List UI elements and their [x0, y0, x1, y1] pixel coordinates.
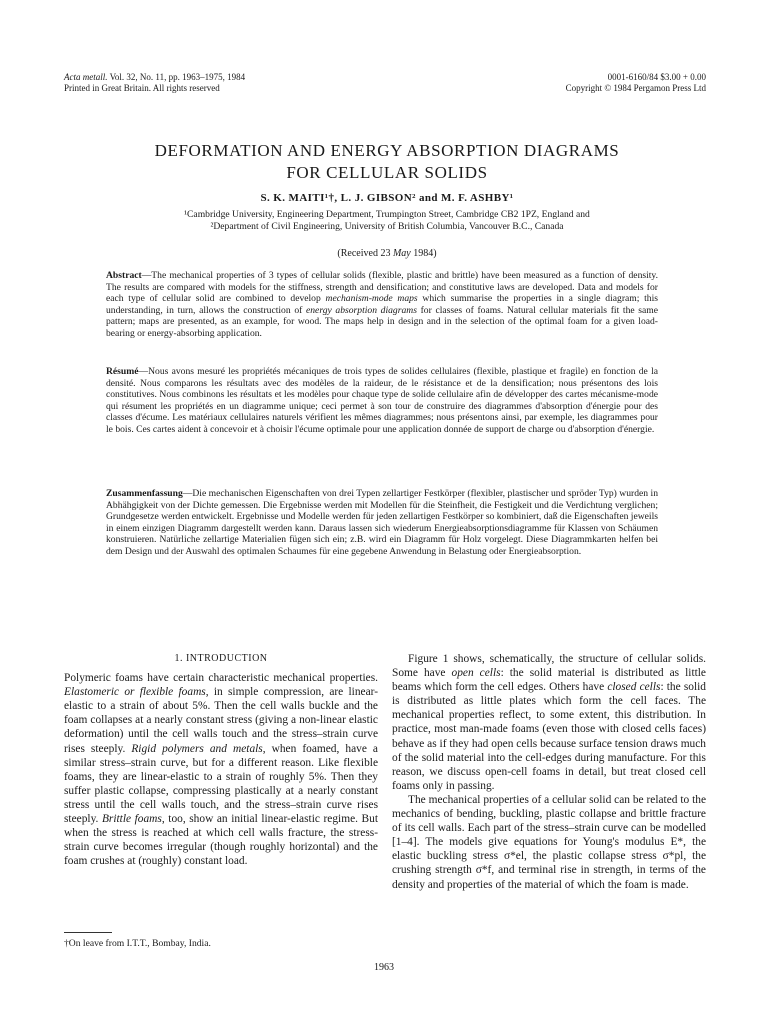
volume-info: Vol. 32, No. 11, pp. 1963–1975, 1984 [109, 72, 246, 82]
column-left [64, 652, 378, 868]
paragraph: Figure 1 shows, schematically, the structure of cellular solids. Some have open cells: the solid material is distributed as little beams which form the cell edges. Others have closed cells: the solid is distributed as little plates which form the cell faces. The mechanical properties reflect, to some extent, this distribution. In practice, most man-made foams (even those with closed cells faces) behave as if they had open cells because surface tension draws much of the solid material into the cell-edges during manufacture. For this reason, we discuss open-cell foams in detail, but treat closed cell foams only in passing. [392, 653, 706, 792]
zusammenfassung-label: Zusammenfassung [106, 488, 183, 499]
title-line-1: DEFORMATION AND ENERGY ABSORPTION DIAGRAMS [154, 141, 620, 160]
footnote: †On leave from I.T.T., Bombay, India. [64, 938, 211, 949]
received-date: (Received 23 May 1984) [337, 248, 437, 259]
abstract-english: Abstract—The mechanical properties of 3 types of cellular solids (flexible, plastic and brittle) have been measured as a function of density. The results are compared with models for the stiffness, strength and densification; and constitutive laws are developed. Data and models for each type of cellular solid are combined to develop mechanism-mode maps which summarise the properties in a single diagram; this understanding, in turn, allows the construction of energy absorption diagrams for classes of foams. Natural cellular materials fit the same pattern; maps are presented, as an example, for wood. The maps help in design and in the selection of the optimal foam for a given load-bearing or energy-absorbing application. [106, 270, 659, 339]
abstract-german: Zusammenfassung—Die mechanischen Eigenschaften von drei Typen zellartiger Festkörper (flexibler, plastischer und spröder Typ) wurden in Abhähgigkeit von der Dichte gemessen. Die Ergebnisse werden mit Modellen für die Steinfheit, die Festigkeit und die Verdichtung verglichen; Grundgesetze werden entwickelt. Ergebnisse und Modelle werden für jeden zellartigen Festkörper so kombiniert, daß die Eigenschaften jeweils in einem einzigen Diagramm dargestellt werden kann. Daraus lassen sich wiederum Energieabsorptionsdiagramme für Klassen von Schäumen konstruieren. Natürliche zellartige Materialien fügen sich ein; z.B. wird ein Diagramm für Holz vorgelegt. Diese Diagrammkarten helfen bei dem Design und der Auswahl des optimalen Schaumes für eine gegebene Anwendung in Belastung oder Energieabsorption. [106, 488, 658, 557]
copyright: Copyright © 1984 Pergamon Press Ltd [565, 83, 706, 93]
affiliation-2: ²Department of Civil Engineering, University of British Columbia, Vancouver B.C., Canada [210, 221, 564, 232]
copyright-header [566, 72, 706, 94]
abstract-label: Abstract [106, 270, 142, 281]
paragraph: The mechanical properties of a cellular solid can be related to the mechanics of bending, buckling, plastic collapse and brittle fracture of its cell walls. Each part of the stress–strain curve can be modelled [1–4]. The models give equations for Young's modulus E*, the elastic buckling stress σ*el, the plastic collapse stress σ*pl, the crushing strength σ*f, and terminal rise in strength, in terms of the density and properties of the material of which the foam is made. [392, 793, 706, 891]
abstract-french: Résumé—Nous avons mesuré les propriétés mécaniques de trois types de solides cellulaires (flexible, plastique et fragile) en fonction de la densité. Nous comparons les résultats avec des modèles de la raideur, de le résistance et de la densification; nous présentons des lois constitutives. Nous combinons les résultats et les modèles pour chaque type de solide cellulaire afin de développer des cartes mécanisme-mode qui résument les propriétés en un diagramme unique; ceci permet à son tour de construire des diagrammes d'absorption d'énergie pour des classes d'écume. Les matériaux cellulaires naturels vérifient les mêmes diagrammes; nous présentons ainsi, par exemple, les diagrammes pour le bois. Ces cartes aident à concevoir et à choisir l'écume optimale pour une application donnée de support de charge ou d'absorption d'énergie. [106, 366, 658, 435]
paragraph: Polymeric foams have certain characteristic mechanical properties. Elastomeric or flexible foams, in simple compression, are linear-elastic to a strain of about 5%. Then the cell walls buckle and the foam collapses at a nearly constant stress (giving a non-linear elastic deformation) until the cell walls touch and the stress–strain curve rises steeply. Rigid polymers and metals, when foamed, have a similar stress–strain curve, but for a different reason. Like flexible foams, they are linear-elastic to a strain of roughly 5%. Then they suffer plastic collapse, compressing plastically at a nearly constant stress until the cell walls touch, and the stress–strain curve rises steeply. Brittle foams, too, show an initial linear-elastic regime. But when the stress is reached at which cell walls fracture, the stress-strain curve becomes irregular (though roughly horizontal) and the foam crushes at (roughly) constant load. [64, 672, 379, 868]
section-heading-introduction: 1. INTRODUCTION [174, 653, 268, 664]
journal-header [64, 72, 245, 94]
title-line-2: FOR CELLULAR SOLIDS [286, 163, 488, 182]
printed-note: Printed in Great Britain. All rights reserved [64, 83, 220, 93]
column-right [392, 652, 706, 892]
resume-label: Résumé [106, 366, 139, 377]
paper-title [60, 140, 714, 184]
footnote-divider [64, 932, 112, 933]
page-number: 1963 [374, 962, 394, 973]
affiliations [60, 209, 714, 233]
affiliation-1: ¹Cambridge University, Engineering Department, Trumpington Street, Cambridge CB2 1PZ, England and [184, 209, 590, 220]
issn: 0001-6160/84 $3.00 + 0.00 [607, 72, 706, 82]
journal-name: Acta metall. [64, 72, 108, 82]
authors: S. K. MAITI¹†, L. J. GIBSON² and M. F. ASHBY¹ [260, 192, 514, 204]
